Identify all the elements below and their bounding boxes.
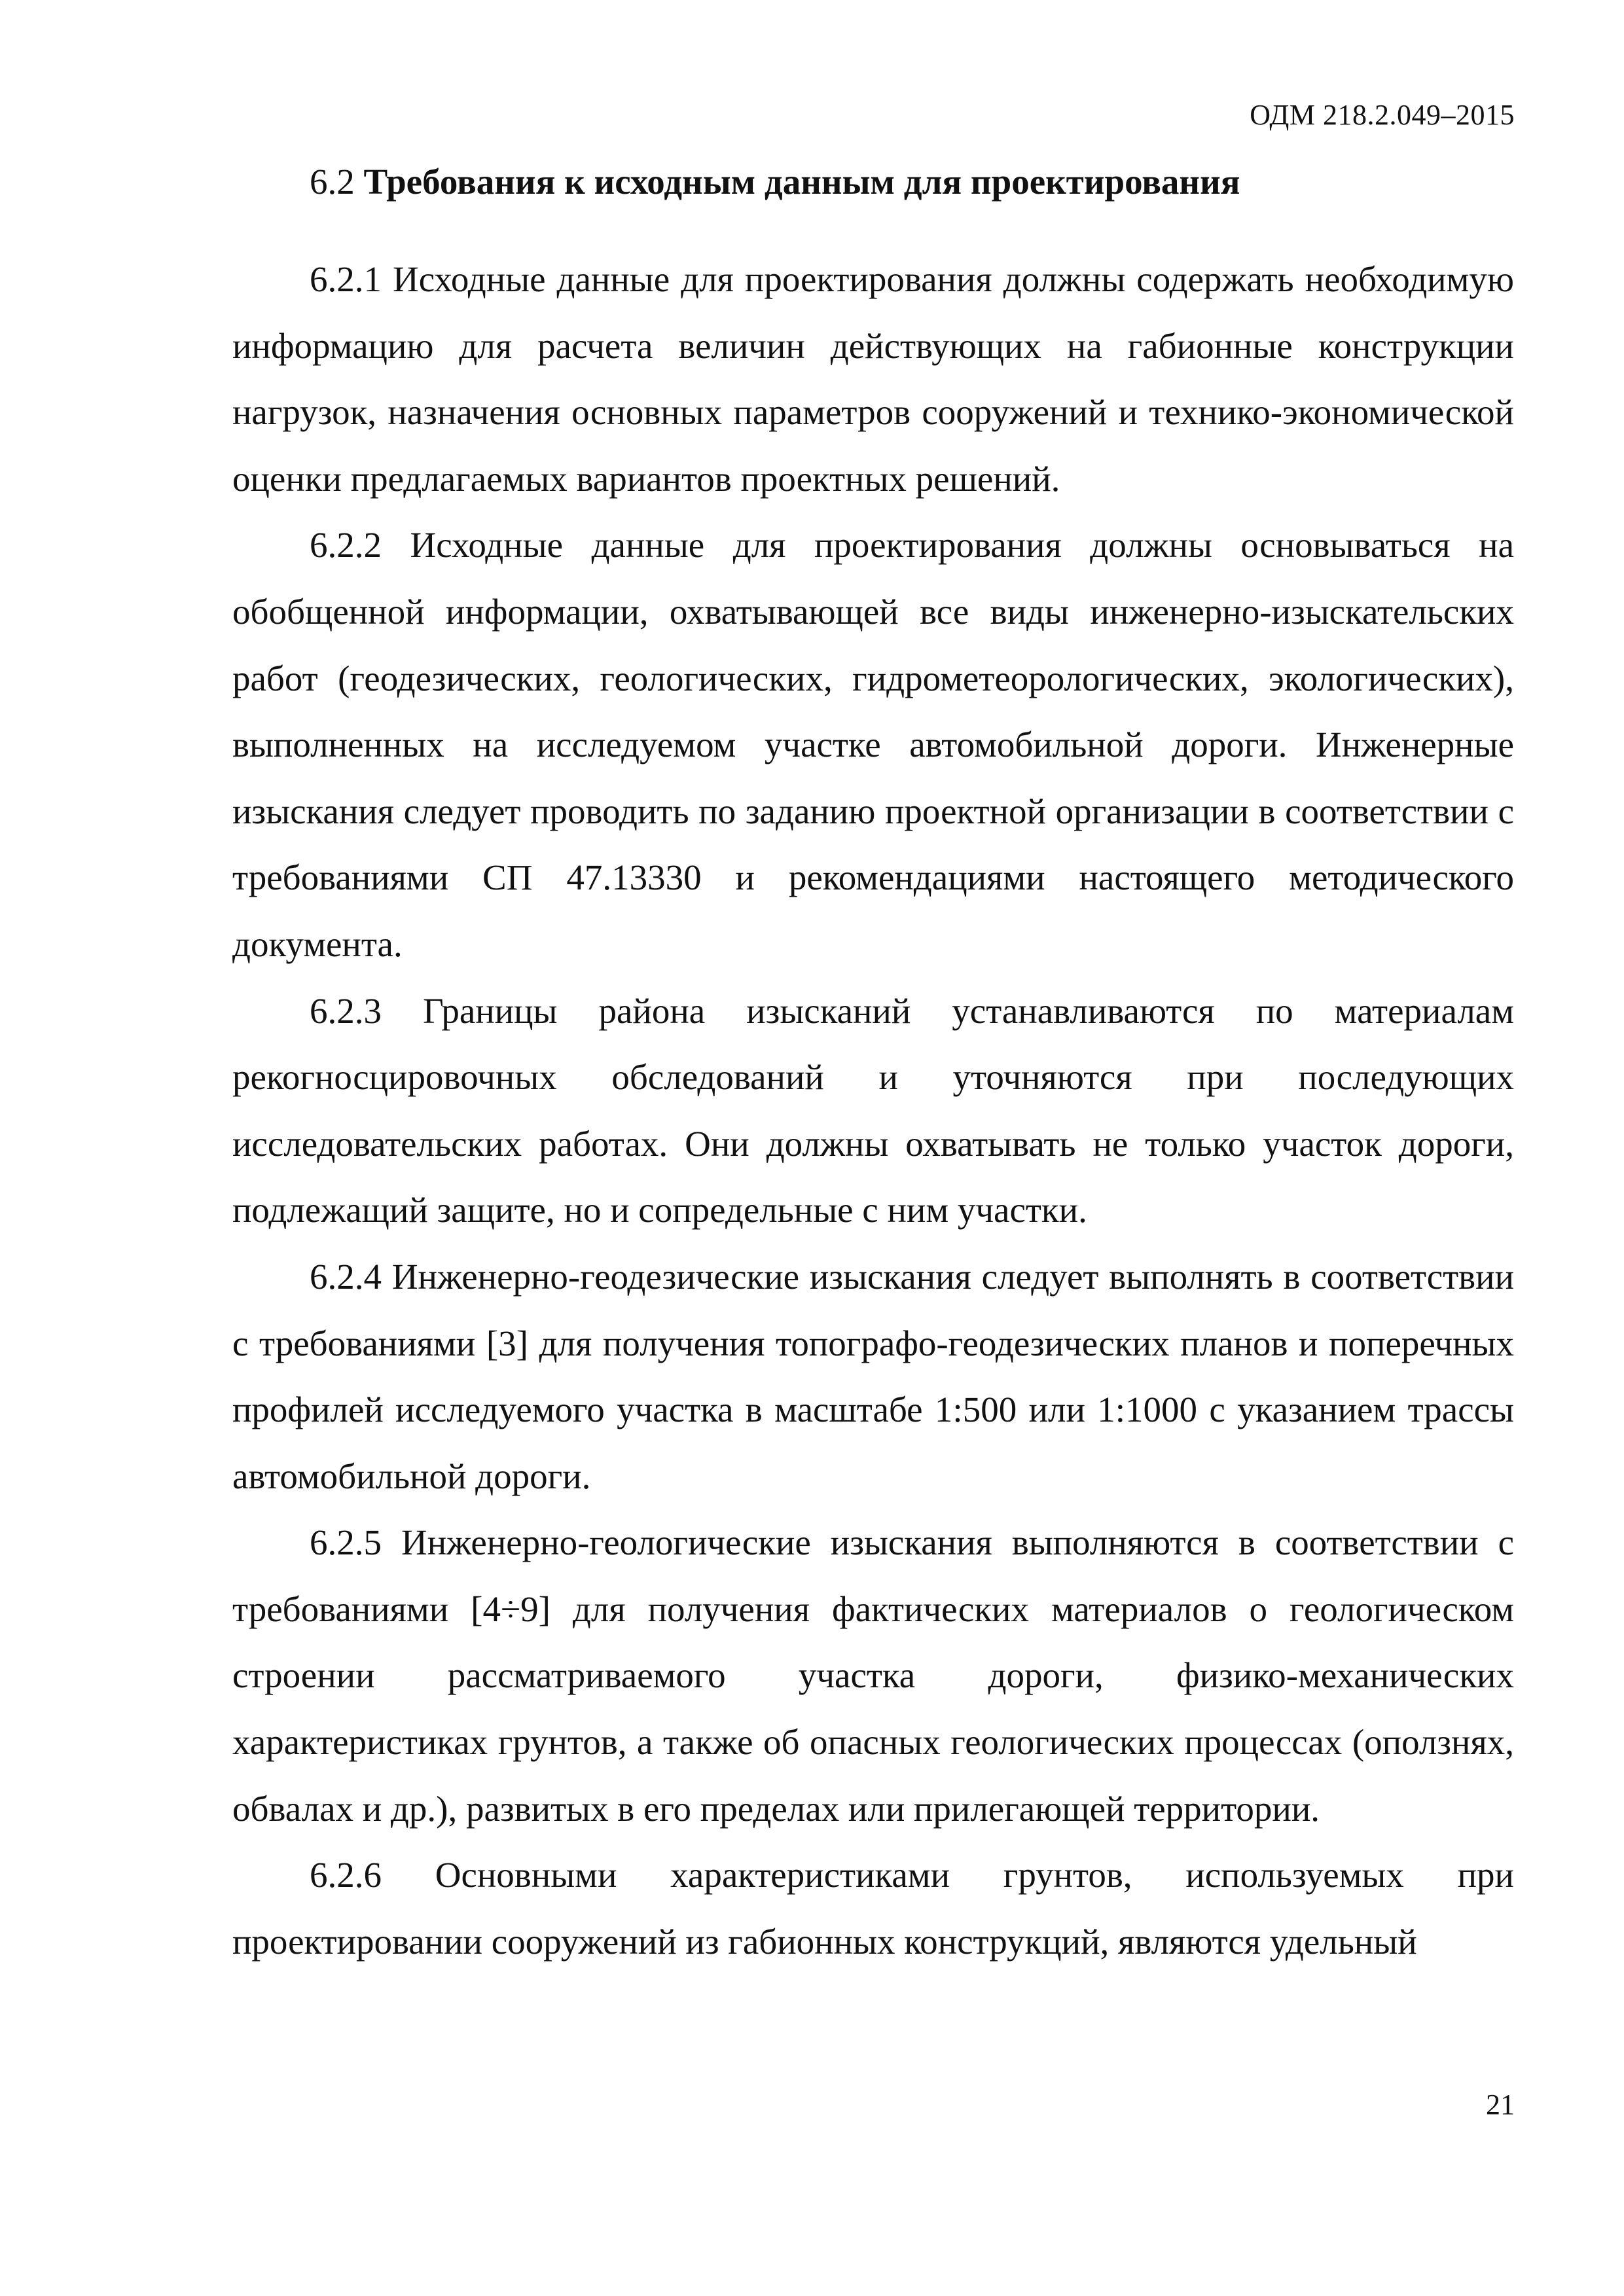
paragraph-number: 6.2.1	[310, 259, 382, 299]
paragraph-text: Исходные данные для проектирования должны основываться на обобщенной информации, охватывающей все виды инженерно-изыскательских работ (геодезических, геологических, гидрометеорологических, экологических), выполненных на исследуемом участке автомобильной дороги. Инженерные изыскания следует проводить по заданию проектной организации в соответствии с требованиями СП 47.13330 и рекомендациями настоящего методического документа.	[232, 525, 1514, 964]
document-body	[232, 149, 1514, 1975]
paragraph-number: 6.2.5	[310, 1522, 382, 1563]
section-title: Требования к исходным данным для проектирования	[363, 162, 1240, 202]
paragraph-6-2-1	[232, 246, 1514, 512]
paragraph-number: 6.2.4	[310, 1256, 382, 1297]
paragraph-6-2-5	[232, 1509, 1514, 1842]
paragraph-number: 6.2.6	[310, 1855, 382, 1895]
paragraph-6-2-4	[232, 1244, 1514, 1509]
page-number: 21	[1486, 2089, 1515, 2121]
section-heading	[232, 149, 1514, 215]
paragraph-text: Инженерно-геодезические изыскания следует выполнять в соответствии с требованиями [3] для получения топографо-геодезических планов и поперечных профилей исследуемого участка в масштабе 1:500 или 1:1000 с указанием трассы автомобильной дороги.	[232, 1256, 1514, 1496]
section-number: 6.2	[310, 162, 355, 202]
document-code: ОДМ 218.2.049–2015	[1250, 99, 1515, 131]
paragraph-6-2-2	[232, 512, 1514, 977]
paragraph-text: Исходные данные для проектирования должны содержать необходимую информацию для расчета величин действующих на габионные конструкции нагрузок, назначения основных параметров сооружений и технико-экономической оценки предлагаемых вариантов проектных решений.	[232, 259, 1515, 499]
paragraph-6-2-3	[232, 978, 1514, 1244]
paragraph-text: Границы района изысканий устанавливаются по материалам рекогносцировочных обследований и уточняются при последующих исследовательских работах. Они должны охватывать не только участок дороги, подлежащий защите, но и сопредельные с ним участки.	[232, 990, 1514, 1230]
paragraph-number: 6.2.3	[310, 990, 382, 1031]
paragraph-text: Основными характеристиками грунтов, используемых при проектировании сооружений из габионных конструкций, являются удельный	[232, 1855, 1514, 1962]
paragraph-number: 6.2.2	[310, 525, 382, 565]
paragraph-text: Инженерно-геологические изыскания выполняются в соответствии с требованиями [4÷9] для получения фактических материалов о геологическом строении рассматриваемого участка дороги, физико-механических характеристиках грунтов, а также об опасных геологических процессах (оползнях, обвалах и др.), развитых в его пределах или прилегающей территории.	[232, 1522, 1515, 1829]
paragraph-6-2-6	[232, 1842, 1514, 1975]
